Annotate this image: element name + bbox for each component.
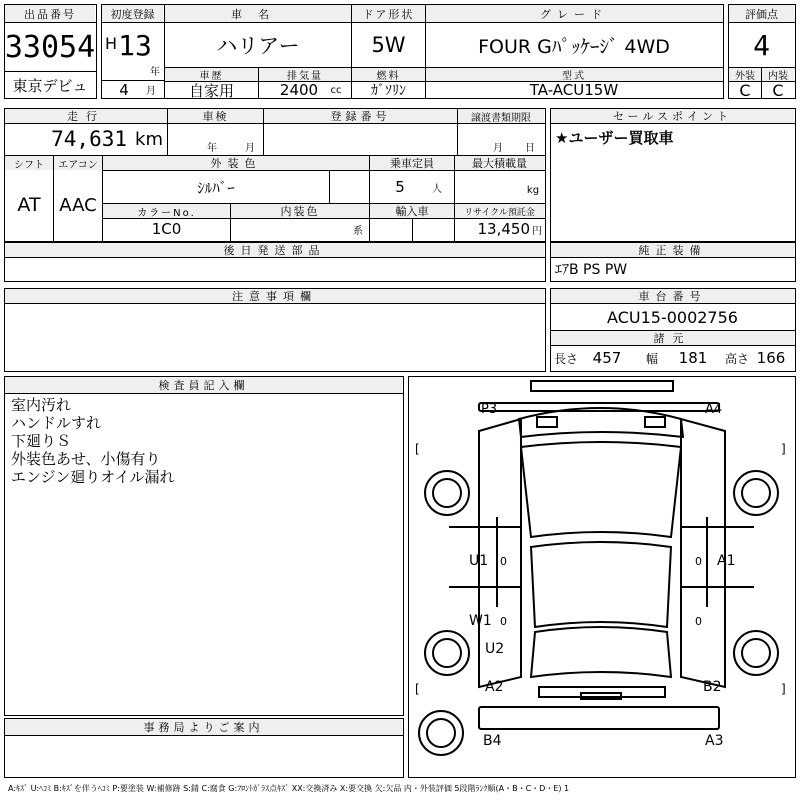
recycle-unit: 円: [532, 225, 542, 237]
exterior-label: 外装: [729, 68, 761, 81]
bracket-right-top: ]: [781, 442, 786, 456]
lot-label: 出品番号: [5, 5, 95, 22]
mark-a4: A4: [705, 402, 723, 417]
ext-color-label: 外装色: [103, 156, 369, 170]
sales-point: ★ユーザー買取車: [555, 128, 674, 147]
inspector-note: 外装色あせ、小傷有り: [11, 450, 161, 468]
era: H: [104, 33, 118, 53]
inspector-note: ハンドルすれ: [11, 414, 102, 432]
rear-left-wheel: [425, 631, 469, 675]
int-color-unit: 系: [353, 225, 363, 237]
grade-label: グレード: [426, 5, 722, 22]
import-label: 輸入車: [370, 204, 454, 218]
height-label: 高さ: [724, 351, 749, 366]
bracket-left-top: [: [415, 442, 420, 456]
chassis-label: 車台番号: [551, 289, 794, 303]
recycle-label: リサイクル預託金: [455, 204, 544, 218]
transfer-day-unit: 日: [525, 142, 535, 153]
inspection-label: 車検: [168, 109, 263, 123]
first-reg-label: 初度登録: [102, 5, 163, 22]
ext-color: ｼﾙﾊﾞｰ: [197, 178, 235, 197]
mileage: 74,631: [51, 127, 127, 151]
shift: AT: [17, 194, 41, 216]
model-label: 型式: [426, 68, 722, 81]
bracket-right-bottom: ]: [781, 682, 786, 696]
details-box: [4, 108, 546, 242]
displacement: 2400: [279, 82, 319, 98]
caution-label: 注意事項欄: [5, 289, 544, 303]
mark-b4: B4: [483, 733, 502, 749]
door-label: ドア形状: [352, 5, 425, 22]
dims-label: 諸元: [551, 331, 794, 345]
interior-label: 内装: [762, 68, 794, 81]
transfer-label: 譲渡書類期限: [458, 109, 544, 123]
door-type: 5W: [371, 33, 406, 57]
inspection-month-unit: 月: [245, 142, 255, 153]
office-box: [4, 718, 404, 778]
mark-u1: U1: [469, 553, 489, 569]
year-unit: 年: [150, 66, 160, 77]
headlight-right: [645, 417, 665, 427]
inspector-note: エンジン廻りオイル漏れ: [11, 468, 175, 486]
inspector-box: [4, 376, 404, 716]
shift-label: シフト: [5, 156, 53, 170]
recycle-amount: 13,450: [477, 220, 530, 238]
first-registration-box: [101, 4, 165, 99]
legend: A:ｷｽﾞ U:ﾍｺﾐ B:ｷｽﾞを伴うﾍｺﾐ P:要塗装 W:補修跡 S:錆 C:腐食 G:ﾌﾛﾝﾄｶﾞﾗｽ点ｷｽﾞ XX:交換済み X:要交換 欠:欠品 内・外装評価 5段階ﾗﾝｸ順(A・B・C・D・E) 1: [8, 783, 570, 793]
front-left-wheel: [425, 471, 469, 515]
car-name: ハリアー: [216, 34, 300, 58]
later-parts-box: [4, 242, 546, 282]
fuel: ｶﾞｿﾘﾝ: [371, 83, 406, 98]
mileage-unit: km: [135, 128, 163, 150]
inspector-notes: [11, 396, 175, 486]
load-label: 最大積載量: [455, 156, 544, 170]
rear-right-wheel: [734, 631, 778, 675]
history: 自家用: [188, 82, 234, 98]
model: TA-ACU15W: [529, 82, 619, 98]
inspector-label: 検査員記入欄: [5, 377, 402, 393]
capacity: 5: [395, 178, 405, 196]
transfer-month-unit: 月: [493, 142, 503, 153]
chassis-number: ACU15-0002756: [607, 307, 738, 327]
car-info-box: [164, 4, 724, 99]
caution-box: [4, 288, 546, 372]
fuel-label: 燃料: [352, 68, 425, 81]
chassis-box: [550, 288, 796, 372]
rear-glass: [531, 627, 671, 677]
mark-a2: A2: [485, 679, 504, 695]
damage-diagram: [408, 376, 796, 778]
aircon-label: エアコン: [54, 156, 102, 170]
color-no: 1C0: [151, 220, 182, 238]
later-parts-label: 後日発送部品: [5, 243, 544, 257]
car-outline: [409, 377, 794, 776]
front-right-wheel: [734, 471, 778, 515]
width: 181: [678, 349, 708, 367]
mark-a3: A3: [705, 733, 724, 749]
spare-wheel: [419, 711, 463, 755]
zero-left-rear: 0: [500, 615, 507, 628]
height: 166: [756, 349, 786, 367]
mark-p3: P3: [481, 402, 498, 417]
car-name-label: 車名: [165, 5, 351, 22]
front-bumper-top: [531, 381, 673, 391]
bracket-left-bottom: [: [415, 682, 420, 696]
grade: FOUR Gﾊﾟｯｹｰｼﾞ 4WD: [478, 35, 670, 58]
inspector-note: 下廻りＳ: [11, 432, 72, 450]
office-label: 事務局よりご案内: [5, 719, 402, 735]
equipment-label: 純正装備: [551, 243, 794, 257]
debut-label: 東京デビュ: [12, 76, 88, 95]
mark-w1: W1: [469, 613, 492, 629]
length: 457: [592, 349, 622, 367]
headlight-left: [537, 417, 557, 427]
lot-number: 33054: [5, 29, 95, 65]
score: 4: [753, 28, 770, 62]
mark-a1: A1: [717, 553, 736, 569]
mark-u2: U2: [485, 641, 505, 657]
history-label: 車歴: [165, 68, 258, 81]
load-unit: kg: [526, 184, 540, 196]
score-box: [728, 4, 796, 99]
lot-box: [4, 4, 97, 99]
mark-b2: B2: [703, 679, 722, 695]
registration-year: 13: [118, 28, 152, 62]
roof: [531, 542, 671, 627]
inspection-year-unit: 年: [207, 142, 217, 153]
zero-left: 0: [500, 555, 507, 568]
month-unit: 月: [146, 86, 156, 97]
front-bumper: [479, 403, 719, 411]
inspector-note: 室内汚れ: [11, 396, 72, 414]
sales-point-label: セールスポイント: [551, 109, 794, 123]
score-label: 評価点: [729, 5, 794, 22]
displacement-label: 排気量: [259, 68, 351, 81]
registration-month: 4: [119, 81, 129, 98]
zero-right: 0: [695, 555, 702, 568]
front-glass: [519, 408, 683, 437]
aircon: AAC: [59, 194, 97, 216]
width-label: 幅: [645, 351, 658, 366]
exterior-score: C: [739, 82, 751, 98]
zero-right-rear: 0: [695, 615, 702, 628]
interior-score: C: [772, 82, 784, 98]
sales-point-box: [550, 108, 796, 242]
hood: [521, 442, 681, 537]
mileage-label: 走行: [5, 109, 167, 123]
reg-number-label: 登録番号: [264, 109, 457, 123]
capacity-label: 乗車定員: [370, 156, 454, 170]
color-no-label: カラーNo.: [103, 204, 230, 218]
int-color-label: 内装色: [231, 204, 369, 218]
equipment-box: [550, 242, 796, 282]
rear-bumper: [479, 707, 719, 729]
capacity-unit: 人: [432, 183, 442, 195]
length-label: 長さ: [554, 351, 578, 366]
displacement-unit: cc: [330, 84, 342, 96]
equipment: ｴｱB PS PW: [555, 262, 628, 278]
